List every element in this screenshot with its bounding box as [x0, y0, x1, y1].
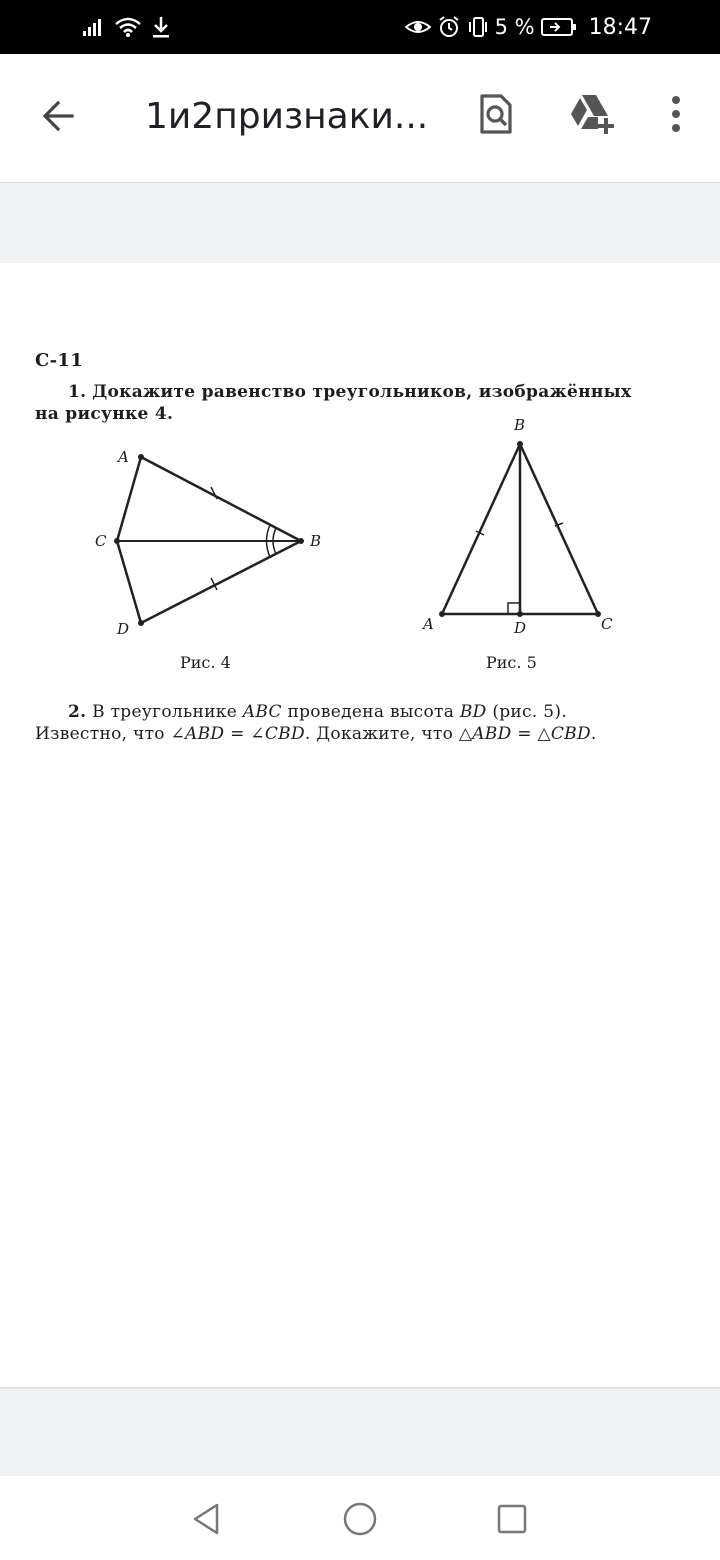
- point-a: [439, 611, 445, 617]
- task2-abc: ABC: [242, 702, 282, 722]
- segment-db: [141, 541, 301, 623]
- more-options-button[interactable]: [652, 84, 700, 144]
- label-a: A: [423, 615, 434, 633]
- figure-5: [415, 413, 625, 643]
- navigation-bar: [0, 1476, 720, 1560]
- status-bar: [0, 0, 720, 54]
- task2-line2: [35, 724, 597, 744]
- task1-line1: [68, 382, 631, 402]
- vibrate-icon: [467, 15, 489, 39]
- label-a: A: [118, 448, 129, 466]
- point-d: [138, 620, 144, 626]
- segment-ab: [141, 457, 301, 541]
- task2-text-e: . Докажите, что: [304, 724, 459, 744]
- battery-icon: [541, 17, 577, 37]
- back-triangle-icon: [189, 1501, 223, 1537]
- back-arrow-icon: [38, 96, 78, 136]
- label-c: C: [95, 532, 107, 550]
- point-b: [517, 441, 523, 447]
- app-bar: [0, 54, 720, 183]
- nav-back-button[interactable]: [181, 1494, 231, 1544]
- figure-4-caption: Рис. 4: [180, 653, 231, 672]
- task2-bd: BD: [459, 702, 487, 722]
- task2-text-d: Известно, что: [35, 724, 171, 744]
- more-vert-icon: [670, 94, 682, 134]
- home-circle-icon: [342, 1501, 378, 1537]
- side-bc: [520, 444, 598, 614]
- label-d: D: [117, 620, 130, 638]
- battery-percent: 5 %: [494, 15, 535, 39]
- task2-eq2: △ABD = △CBD: [458, 724, 591, 744]
- label-c: C: [601, 615, 613, 633]
- clock: 18:47: [588, 14, 652, 40]
- alarm-icon: [437, 15, 461, 39]
- find-in-document-icon: [478, 92, 514, 136]
- section-label: С-11: [35, 350, 84, 371]
- segment-cd: [117, 541, 141, 623]
- figure-4: [90, 438, 350, 648]
- task2-text-f: .: [590, 724, 597, 744]
- point-b: [298, 538, 304, 544]
- add-to-drive-icon: [568, 92, 618, 136]
- task2-text-b: проведена высота: [281, 702, 460, 722]
- wifi-icon: [114, 16, 142, 38]
- status-left: [82, 14, 172, 40]
- task2-eq1: ∠ABD = ∠CBD: [170, 724, 305, 744]
- add-to-drive-button[interactable]: [563, 84, 623, 144]
- nav-home-button[interactable]: [335, 1494, 385, 1544]
- back-button[interactable]: [30, 88, 86, 144]
- task1-line2: на рисунке 4.: [35, 404, 174, 424]
- point-c: [114, 538, 120, 544]
- status-right: [405, 14, 652, 40]
- signal-icon: [82, 17, 106, 37]
- point-d: [517, 611, 523, 617]
- task2-line1: [68, 702, 567, 722]
- point-a: [138, 454, 144, 460]
- figure-5-caption: Рис. 5: [486, 653, 537, 672]
- nav-recents-button[interactable]: [487, 1494, 537, 1544]
- segment-ac: [117, 457, 141, 541]
- task1-text: Докажите равенство треугольников, изображённых: [92, 382, 632, 402]
- label-b: B: [310, 532, 322, 550]
- task2-number: 2.: [68, 702, 87, 722]
- task2-text-c: (рис. 5).: [486, 702, 568, 722]
- eye-icon: [405, 17, 431, 37]
- document-page[interactable]: [0, 263, 720, 1387]
- task1-number: 1.: [68, 382, 87, 402]
- side-ab: [442, 444, 520, 614]
- task2-text-a: В треугольнике: [92, 702, 243, 722]
- recents-square-icon: [496, 1503, 528, 1535]
- download-icon: [150, 15, 172, 39]
- label-b: B: [514, 416, 526, 434]
- label-d: D: [514, 619, 527, 637]
- find-in-document-button[interactable]: [468, 84, 524, 144]
- document-title: 1и2признаки...: [145, 96, 429, 137]
